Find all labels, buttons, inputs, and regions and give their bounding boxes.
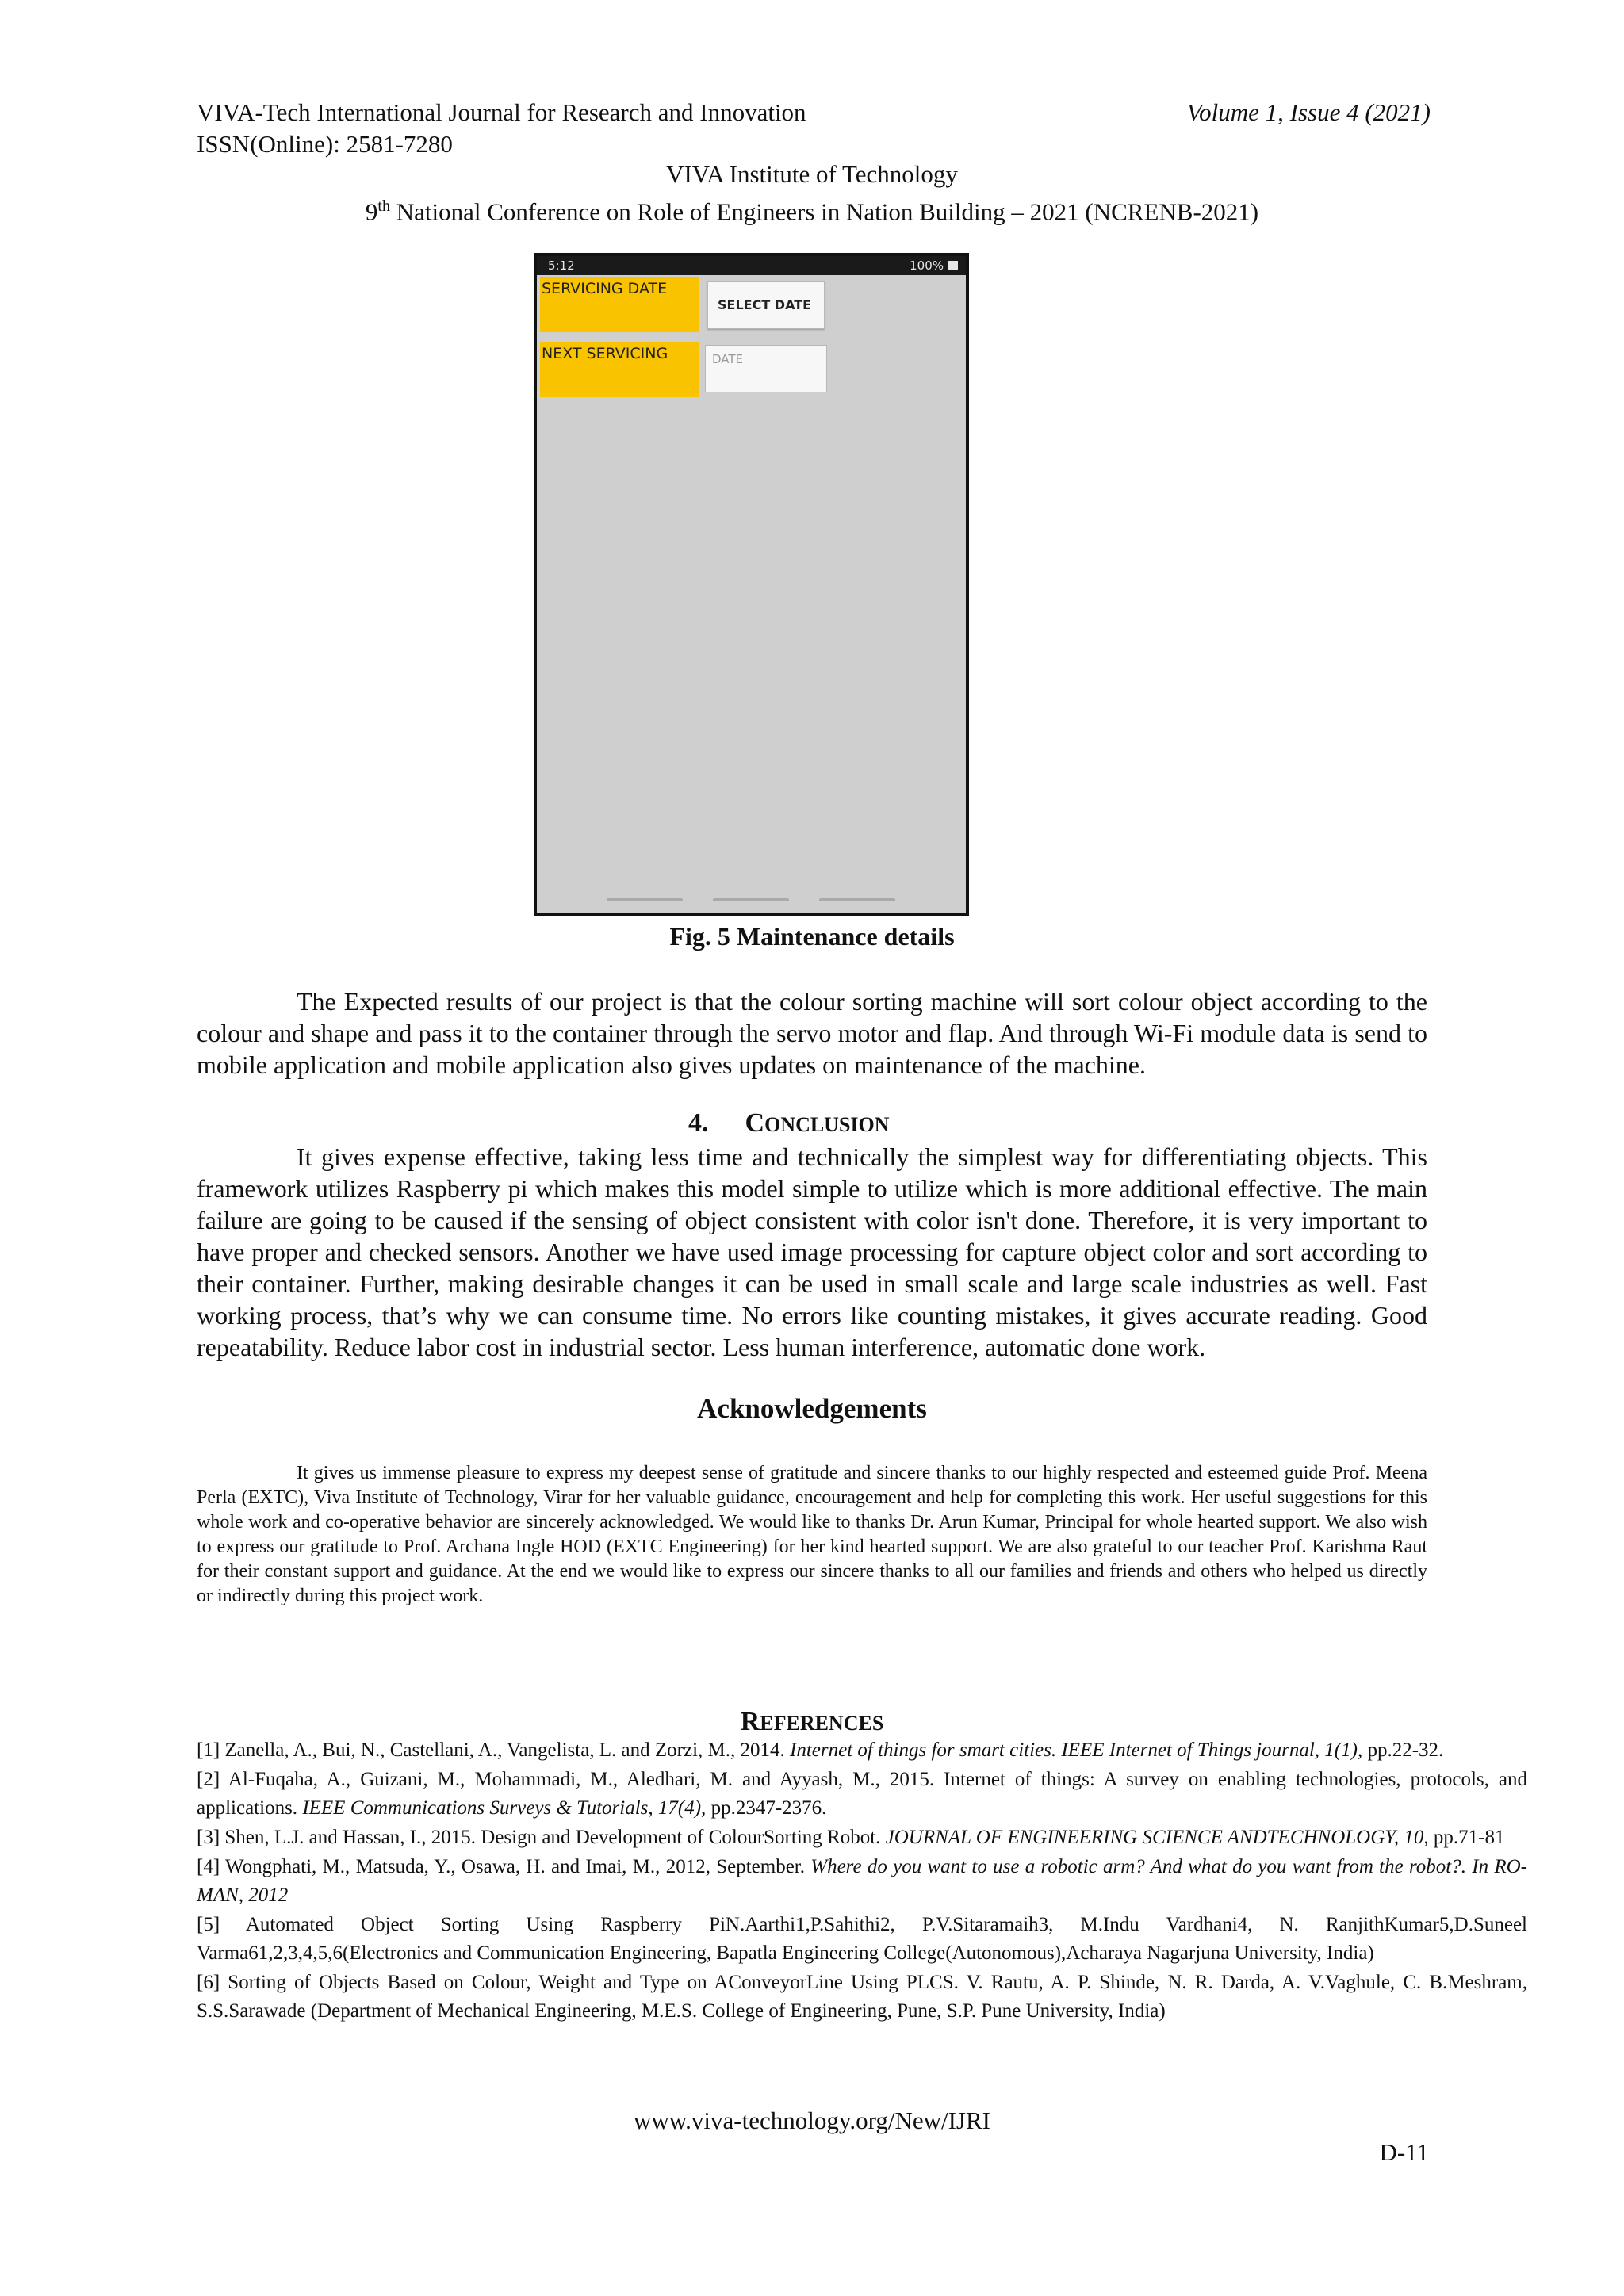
nav-home-icon[interactable] [713,898,789,901]
conclusion-text: It gives expense effective, taking less time and technically the simplest way for differentiating objects. This framework utilizes Raspberry pi which makes this model simple to utilize which is more additional effective. The main failure are going to be caused if the sensing of object consistent with color isn't done. Therefore, it is very important to have proper and checked sensors. Another we have used image processing for capture object color and sort according to their container. Further, making desirable changes it can be used in small scale and large scale industries as well. Fast working process, that’s why we can consume time. No errors like counting mistakes, it gives accurate reading. Good repeatability. Reduce labor cost in industrial sector. Less human interference, automatic done work. [197,1142,1427,1361]
select-date-button[interactable]: SELECT DATE [707,281,825,329]
conclusion-title-initial: C [745,1108,765,1138]
nav-back-icon[interactable] [819,898,895,901]
institute-name: VIVA Institute of Technology [666,160,958,188]
phone-screen [537,256,966,913]
conference-line [0,190,1624,228]
volume-issue: Volume 1, Issue 4 (2021) [1186,98,1431,126]
status-battery-level: 100% [910,258,944,273]
references-title-rest: EFERENCES [760,1712,884,1735]
conference-ordinal-suffix: th [377,197,390,215]
conclusion-title-rest: ONCLUSION [764,1113,890,1136]
reference-item-1: [1] Zanella, A., Bui, N., Castellani, A., Vangelista, L. and Zorzi, M., 2014. Internet of things for smart cities. IEEE Internet of Things journal, 1(1), pp.22-32. [197,1739,1444,1761]
results-paragraph: The Expected results of our project is that the colour sorting machine will sort colour object according to the colour and shape and pass it to the container through the servo motor and flap. And through Wi-Fi module data is send to mobile application and mobile application also gives updates on maintenance of the machine. [197,987,1427,1079]
acknowledgements-text: It gives us immense pleasure to express my deepest sense of gratitude and sincere thanks to our highly respected and esteemed guide Prof. Meena Perla (EXTC), Viva Institute of Technology, Virar for her valuable guidance, encouragement and help for completing this work. Her useful suggestions for this whole work and co-operative behavior are sincerely acknowledged. We would like to thanks Dr. Arun Kumar, Principal for whole hearted support. We also wish to express our gratitude to Prof. Archana Ingle HOD (EXTC Engineering) for her kind hearted support. We are also grateful to our teacher Prof. Karishma Raut for their constant support and guidance. At the end we would like to express our sincere thanks to all our families and friends and others who helped us directly or indirectly during this project work. [197,1463,1427,1606]
acknowledgements-title: Acknowledgements [697,1393,927,1424]
servicing-date-label: SERVICING DATE [540,277,699,332]
reference-item-5: [5] Automated Object Sorting Using Raspberry PiN.Aarthi1,P.Sahithi2, P.V.Sitaramaih3, M.Indu Vardhani4, N. RanjithKumar5,D.Suneel Varma61,2,3,4,5,6(Electronics and Communication Engineering, Bapatla Engineering College(Autonomous),Acharaya Nagarjuna University, India) [197,1914,1527,1964]
conclusion-heading [688,1108,890,1138]
reference-item-3: [3] Shen, L.J. and Hassan, I., 2015. Design and Development of ColourSorting Robot. JOURNAL OF ENGINEERING SCIENCE ANDTECHNOLOGY, 10, pp.71-81 [197,1827,1505,1848]
status-time: 5:12 [548,258,575,273]
next-servicing-date-field[interactable]: DATE [705,345,827,392]
conference-name: National Conference on Role of Engineers in Nation Building – 2021 (NCRENB-2021) [389,197,1259,226]
references-heading [0,1707,1624,1737]
nav-recents-icon[interactable] [607,898,683,901]
footer-url[interactable]: www.viva-technology.org/New/IJRI [634,2107,990,2134]
references-title-initial: R [740,1707,760,1736]
issn: ISSN(Online): 2581-7280 [197,130,453,158]
page-number: D-11 [1379,2138,1429,2166]
conclusion-number: 4. [688,1108,709,1138]
figure-caption: Fig. 5 Maintenance details [669,922,955,951]
reference-item-4: [4] Wongphati, M., Matsuda, Y., Osawa, H. and Imai, M., 2012, September. Where do you want to use a robotic arm? And what do you want from the robot?. In RO-MAN, 2012 [197,1856,1527,1906]
status-bar [537,256,966,275]
references-list [197,1736,1527,2026]
conference-ordinal: 9 [365,197,378,226]
reference-item-6: [6] Sorting of Objects Based on Colour, Weight and Type on AConveyorLine Using PLCS. V. Rautu, A. P. Shinde, N. R. Darda, A. V.Vaghule, C. B.Meshram, S.S.Sarawade (Department of Mechanical Engineering, M.E.S. College of Engineering, Pune, S.P. Pune University, India) [197,1972,1527,2022]
next-servicing-label: NEXT SERVICING [540,342,699,397]
battery-icon [948,261,958,270]
journal-title: VIVA-Tech International Journal for Research and Innovation [197,98,806,126]
phone-screenshot [534,253,969,916]
reference-item-2: [2] Al-Fuqaha, A., Guizani, M., Mohammadi, M., Aledhari, M. and Ayyash, M., 2015. Internet of things: A survey on enabling technologies, protocols, and applications. IEEE Communications Surveys & Tutorials, 17(4), pp.2347-2376. [197,1769,1527,1819]
